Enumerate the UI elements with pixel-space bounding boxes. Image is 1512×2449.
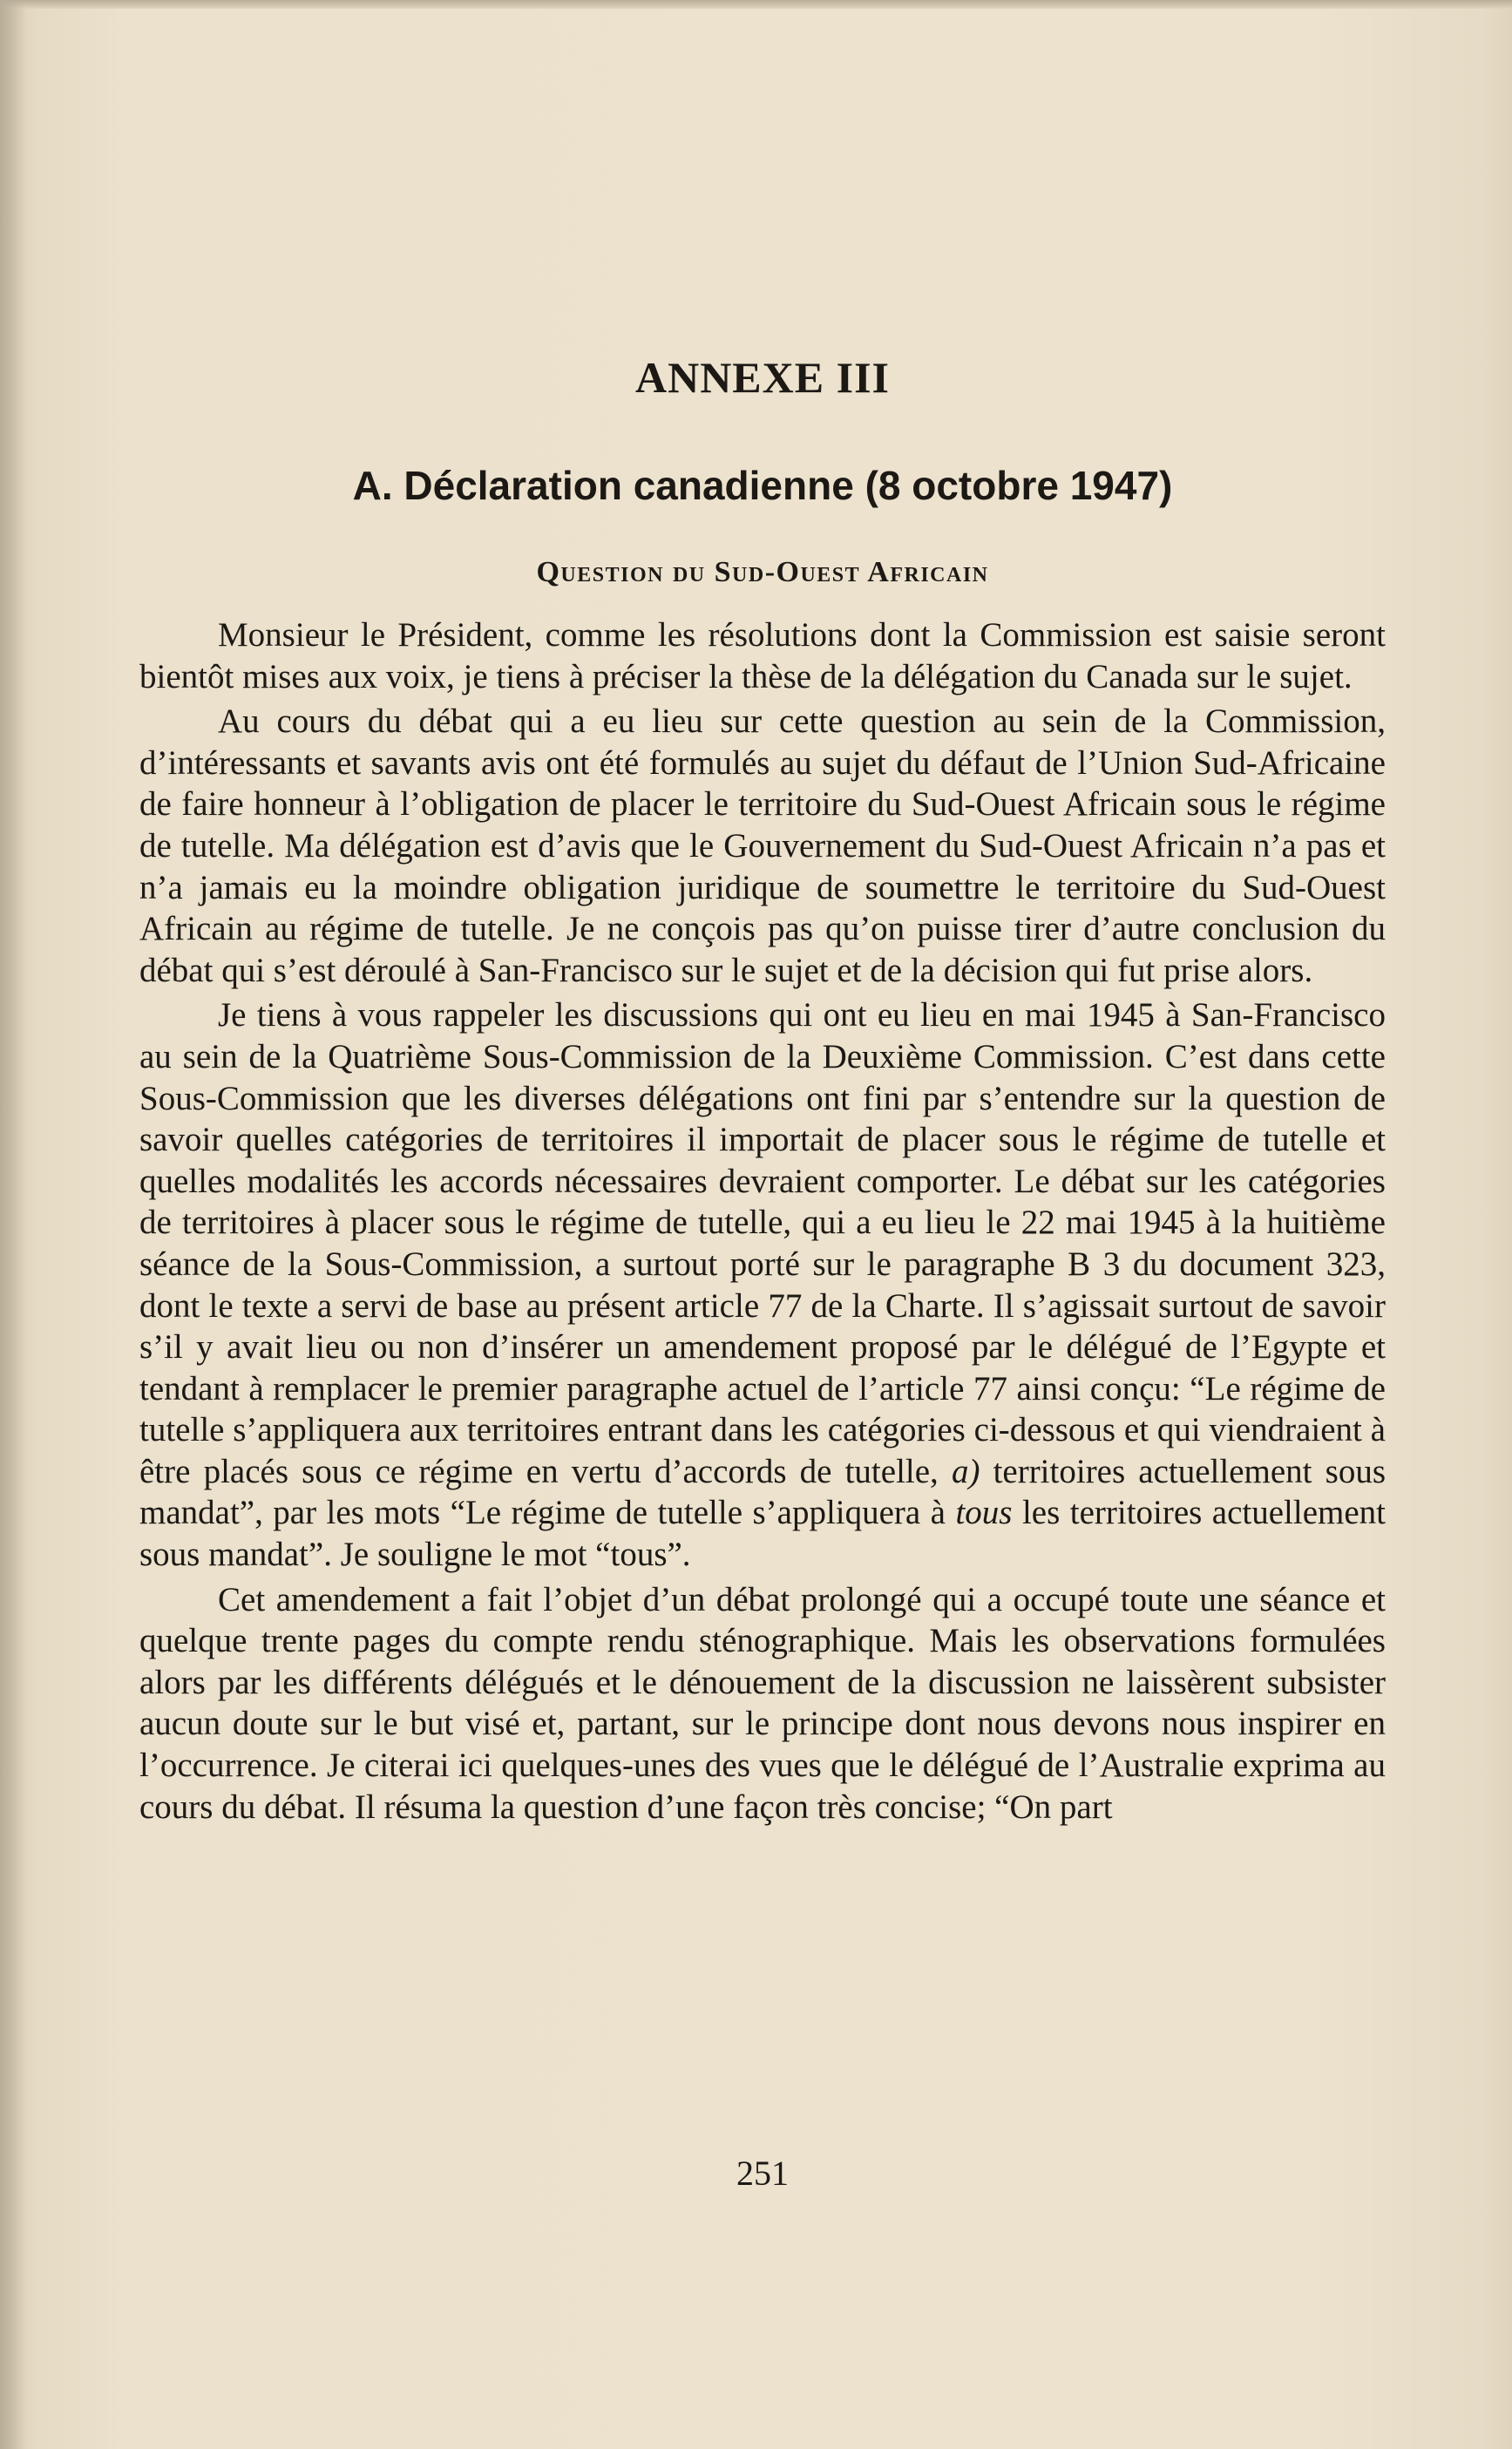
- body-text: [139, 614, 1386, 1831]
- italic-a: a): [951, 1452, 980, 1490]
- paragraph-3-part-1: Je tiens à vous rappeler les discussions qui ont eu lieu en mai 1945 à San-Francisco au sein de la Quatrième Sous-Commission de la Deuxième Commission. C’est dans cette Sous-Commission que les diverses délégations ont fini par s’entendre sur la question de savoir quelles catégories de territoires il importait de placer sous le régime de tutelle et quelles modalités les accords nécessaires devraient comporter. Le débat sur les catégories de territoires à placer sous le régime de tutelle, qui a eu lieu le 22 mai 1945 à la huitième séance de la Sous-Commission, a surtout porté sur le paragraphe B 3 du document 323, dont le texte a servi de base au présent article 77 de la Charte. Il s’agissait surtout de savoir s’il y avait lieu ou non d’insérer un amendement proposé par le délégué de l’Egypte et tendant à remplacer le premier paragraphe actuel de l’article 77 ainsi conçu: “Le régime de tutelle s’appliquera aux territoires entrant dans les catégories ci-dessous et qui viendraient à être placés sous ce régime en vertu d’accords de tutelle,: [139, 996, 1386, 1490]
- subject-heading: Question du Sud-Ouest Africain: [536, 556, 989, 588]
- paragraph-3-part-2: territoires actuellement sous mandat”, par les mots “Le régime de tutelle s’appliquera à: [139, 1452, 1386, 1532]
- page-top-edge: [0, 0, 1512, 9]
- annex-title: ANNEXE III: [634, 353, 890, 402]
- page-number: 251: [736, 2154, 789, 2193]
- italic-tous: tous: [955, 1494, 1013, 1532]
- paragraph-1: Monsieur le Président, comme les résolutions dont la Commission est saisie seront bientôt mises aux voix, je tiens à préciser la thèse de la délégation du Canada sur le sujet.: [139, 616, 1386, 695]
- section-title: A. Déclaration canadienne (8 octobre 1947): [352, 463, 1173, 508]
- paragraph-4: Cet amendement a fait l’objet d’un débat prolongé qui a occupé toute une séance et quelque trente pages du compte rendu sténographique. Mais les observations formulées alors par les différents délégués et le dénouement de la discussion ne laissèrent subsister aucun doute sur le but visé et, partant, sur le principe dont nous devons nous inspirer en l’occurrence. Je citerai ici quelques-unes des vues que le délégué de l’Australie exprima au cours du débat. Il résuma la question d’une façon très concise; “On part: [139, 1580, 1386, 1826]
- binding-shadow: [0, 0, 26, 2449]
- paragraph-2: Au cours du débat qui a eu lieu sur cette question au sein de la Commission, d’intéressants et savants avis ont été formulés au sujet du défaut de l’Union Sud-Africaine de faire honneur à l’obligation de placer le territoire du Sud-Ouest Africain sous le régime de tutelle. Ma délégation est d’avis que le Gouvernement du Sud-Ouest Africain n’a pas et n’a jamais eu la moindre obligation juridique de soumettre le territoire du Sud-Ouest Africain au régime de tutelle. Je ne conçois pas qu’on puisse tirer d’autre conclusion du débat qui s’est déroulé à San-Francisco sur le sujet et de la décision qui fut prise alors.: [139, 702, 1386, 989]
- paragraph-3-part-3: les territoires actuellement sous mandat”. Je souligne le mot “tous”.: [139, 1494, 1387, 1574]
- paragraph-3: [139, 994, 1386, 1575]
